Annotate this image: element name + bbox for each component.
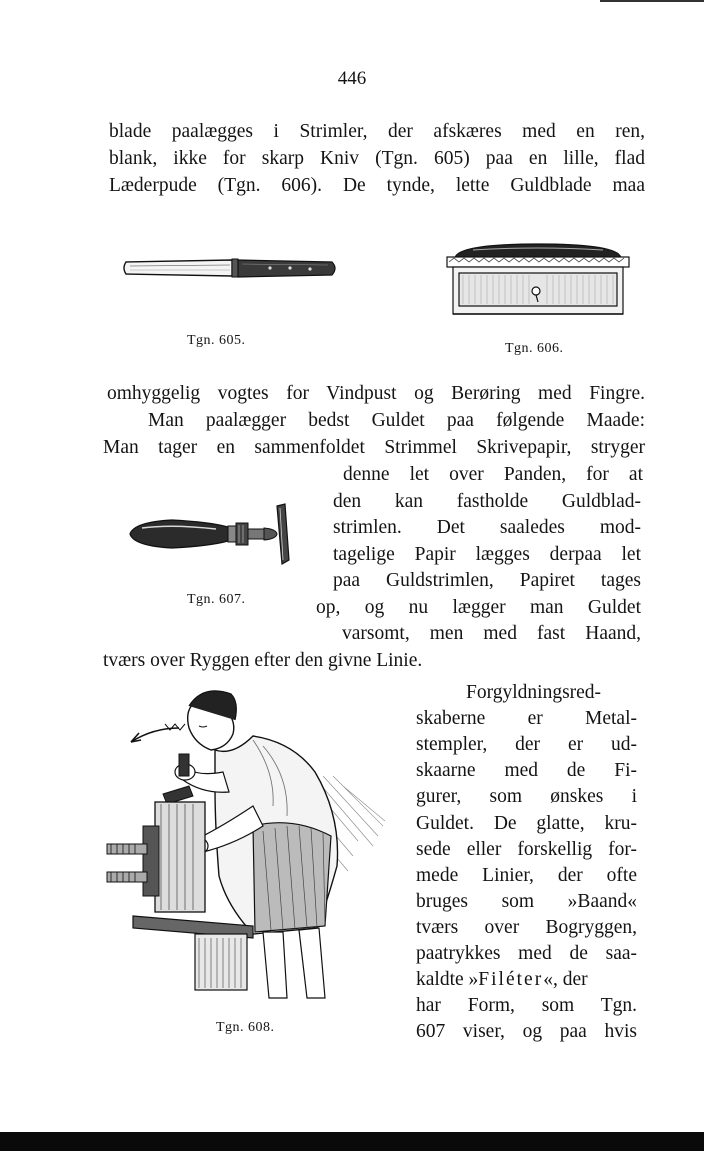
figure-caption-605: Tgn. 605. [187,333,246,348]
text-line: paa Guldstrimlen, Papiret tages [333,570,641,591]
text-line: den kan fastholde Guldblad- [333,491,641,512]
text-line: strimlen. Det saaledes mod- [333,517,641,538]
text-line: skaarne med de Fi- [416,760,637,781]
text-line: Guldet. De glatte, kru- [416,813,637,834]
page-number: 446 [337,68,367,89]
text-line: omhyggelig vogtes for Vindpust og Berøring med Fingre. [107,383,645,404]
figure-caption-608: Tgn. 608. [216,1020,275,1035]
text-line: varsomt, men med fast Haand, [342,623,641,644]
text-line: tværs over Bogryggen, [416,917,637,938]
page-edge-line [600,0,704,2]
leather-cushion-illustration [443,238,633,320]
text-line: stempler, der er ud- [416,734,637,755]
scan-bottom-edge [0,1132,704,1151]
text-line: denne let over Panden, for at [343,464,643,485]
text-line: paatrykkes med de saa- [416,943,637,964]
text-line: blank, ikke for skarp Kniv (Tgn. 605) paa en lille, flad [109,148,645,169]
text-line: har Form, som Tgn. [416,995,637,1016]
figure-caption-607: Tgn. 607. [187,592,246,607]
figure-caption-606: Tgn. 606. [505,341,564,356]
text-line: tagelige Papir lægges derpaa let [333,544,641,565]
text-line: sede eller forskellig for- [416,839,637,860]
text-line: Læderpude (Tgn. 606). De tynde, lette Guldblade maa [109,175,645,196]
text-line: 607 viser, og paa hvis [416,1021,637,1042]
text-line: op, og nu lægger man Guldet [316,597,641,618]
text-line: Man paalægger bedst Guldet paa følgende Maade: [148,410,645,431]
text-line: gurer, som ønskes i [416,786,637,807]
text-line: Man tager en sammenfoldet Strimmel Skrivepapir, stryger [103,437,645,458]
text-line: mede Linier, der ofte [416,865,637,886]
text-line: blade paalægges i Strimler, der afskæres med en ren, [109,121,645,142]
text-line: tværs over Ryggen efter den givne Linie. [103,650,423,671]
text-line: Forgyldningsred- [466,682,602,703]
text-line: kaldte »Filéter«, der [416,969,588,990]
knife-illustration [120,248,345,290]
text-line: bruges som »Baand« [416,891,637,912]
fillet-tool-illustration [120,498,300,568]
text-line: skaberne er Metal- [416,708,637,729]
gilder-at-press-illustration [103,676,393,1006]
